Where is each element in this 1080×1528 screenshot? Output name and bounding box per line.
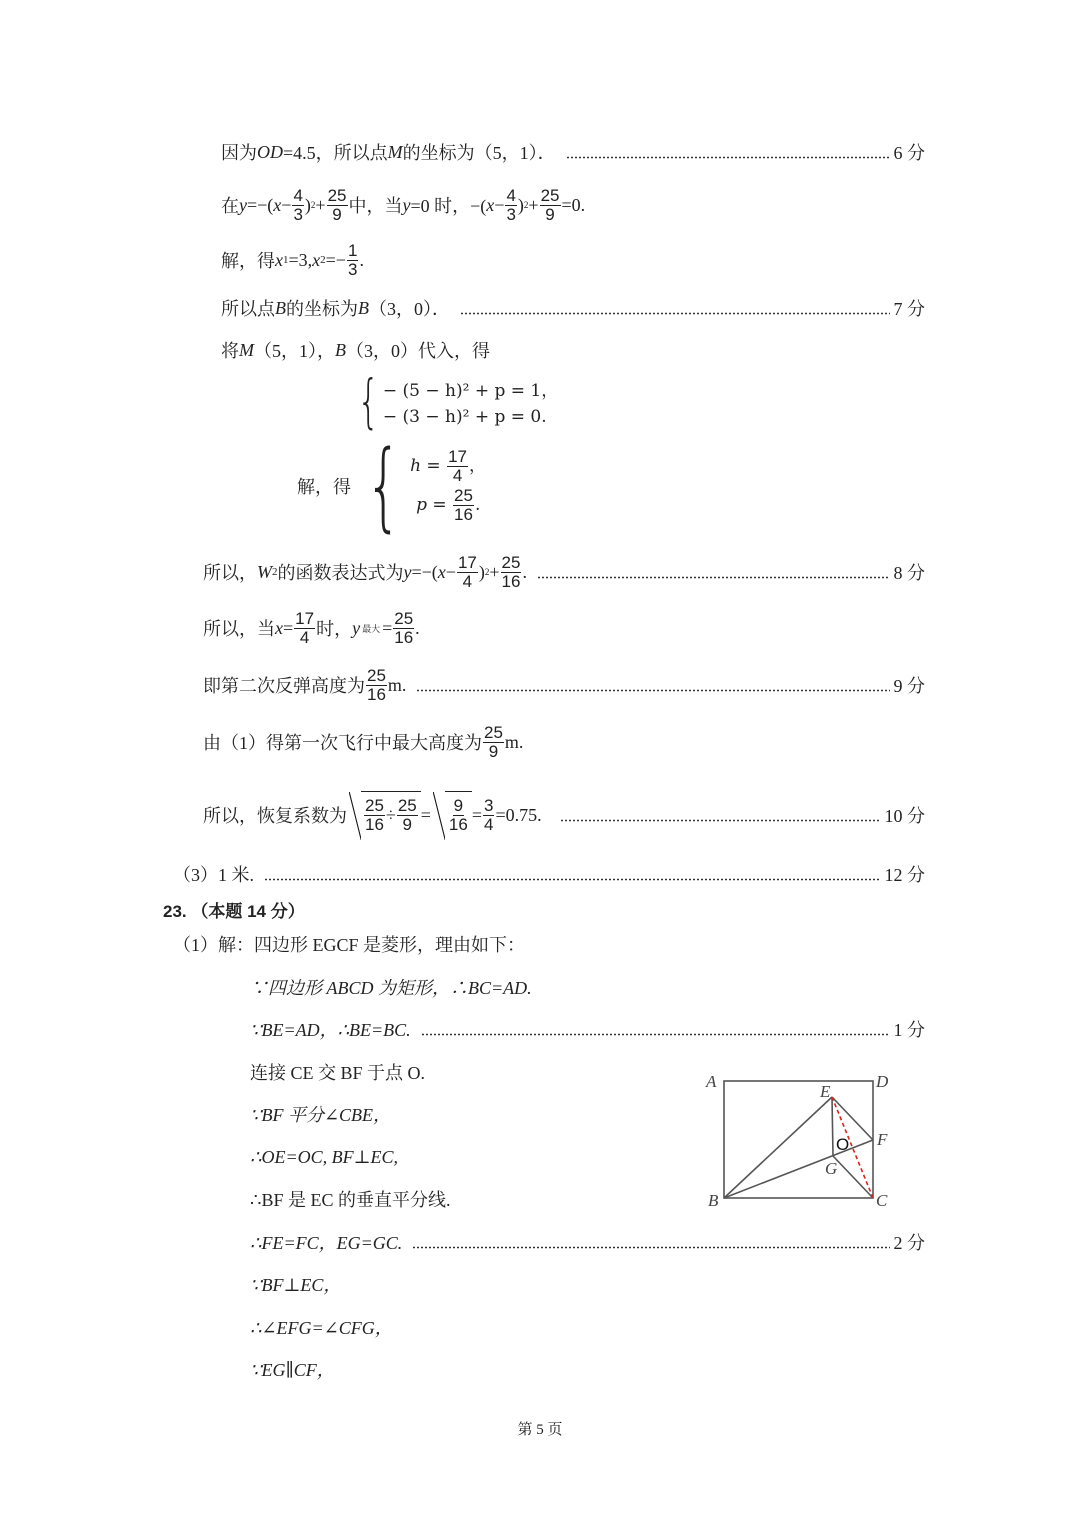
denominator: 4 — [462, 571, 473, 591]
text: ÷ — [385, 805, 396, 825]
numerator: 3 — [483, 795, 494, 815]
exponent: 2 — [310, 200, 316, 210]
text: 即第二次反弹高度为 — [203, 676, 365, 696]
dot-leader — [416, 689, 889, 692]
segment-gc — [833, 1156, 873, 1198]
numerator: 25 — [327, 185, 347, 205]
score: 9 分 — [893, 676, 925, 696]
numerator: 25 — [367, 665, 386, 685]
q23-line: ∴OE=OC, BF⊥EC, — [250, 1146, 399, 1167]
text: =0 时，−( — [410, 196, 487, 216]
denominator: 9 — [332, 204, 342, 224]
denominator: 16 — [454, 504, 473, 524]
q23-line: ∵BF 平分∠CBE， — [250, 1105, 392, 1125]
text: =−( — [411, 561, 438, 582]
text: （3）1 米. — [173, 865, 254, 885]
denominator: 3 — [293, 204, 303, 224]
text: y — [239, 194, 247, 215]
q23-line: 连接 CE 交 BF 于点 O. — [250, 1063, 426, 1083]
q23-line — [250, 1014, 925, 1044]
page-number: 第 5 页 — [517, 1422, 563, 1438]
label-g: G — [825, 1159, 838, 1178]
denominator: 16 — [365, 815, 384, 834]
text: =3, — [288, 249, 313, 270]
score: 6 分 — [893, 143, 925, 163]
equation-system — [350, 367, 559, 435]
line-w2-expression — [203, 552, 925, 592]
text: − — [281, 194, 292, 215]
denominator: 3 — [347, 259, 358, 279]
text: . — [415, 617, 420, 638]
line-max-y — [203, 608, 420, 648]
line-b-coordinate — [221, 293, 925, 323]
dot-leader — [421, 1033, 890, 1036]
denominator: 4 — [299, 627, 310, 647]
text: W — [257, 561, 272, 582]
text: x — [312, 249, 321, 270]
text: 所以点 — [221, 299, 275, 319]
label-b: B — [708, 1191, 719, 1210]
dot-leader — [412, 1246, 889, 1249]
denominator: 4 — [452, 466, 463, 486]
dot-leader — [537, 576, 890, 579]
score: 10 分 — [884, 806, 925, 826]
fraction — [505, 187, 516, 224]
text: 所以，当 — [203, 619, 275, 639]
fraction — [393, 610, 414, 647]
numerator: 25 — [394, 608, 414, 628]
text: ) — [517, 194, 524, 215]
text: . — [359, 249, 364, 270]
dot-leader — [560, 819, 881, 822]
line-restitution — [203, 788, 925, 842]
text: 在 — [221, 196, 239, 216]
score: 8 分 — [893, 563, 925, 583]
segment-be — [724, 1097, 832, 1198]
text: = — [471, 804, 482, 825]
fraction — [366, 667, 387, 704]
text: x — [273, 194, 282, 215]
line-y-zero — [221, 185, 585, 225]
geometry-figure — [700, 1068, 900, 1213]
text: = — [283, 617, 294, 638]
exponent: 2 — [523, 200, 529, 210]
text: x — [437, 561, 446, 582]
text: 解，得 — [221, 251, 275, 271]
fraction — [501, 554, 522, 591]
equation: − (5 − h)² + p = 1， — [382, 380, 559, 401]
label-e: E — [820, 1082, 831, 1101]
text: h = — [410, 456, 447, 477]
fraction — [327, 187, 348, 224]
score: 1 分 — [893, 1020, 925, 1040]
text: =−( — [247, 194, 274, 215]
subscript: 2 — [272, 566, 278, 578]
q23-line: ∵EG∥CF， — [250, 1360, 335, 1380]
line-part3 — [173, 859, 925, 889]
numerator: 25 — [484, 722, 503, 742]
text: ， — [469, 456, 487, 477]
fraction — [483, 724, 504, 761]
text: M — [387, 141, 403, 162]
dot-leader — [264, 878, 881, 881]
fraction — [397, 797, 418, 834]
numerator: 17 — [295, 608, 315, 628]
text: ) — [478, 561, 485, 582]
text: ) — [304, 194, 311, 215]
text: B — [275, 297, 286, 318]
text: − — [494, 194, 505, 215]
text: OD — [257, 141, 283, 162]
fraction — [447, 448, 468, 485]
text: x — [486, 194, 495, 215]
text: （3，0）． — [369, 299, 450, 319]
solution-system — [297, 430, 487, 542]
line-od-m-coordinate — [221, 137, 925, 167]
text: ∴FE=FC，EG=GC. — [250, 1233, 403, 1253]
fraction — [292, 187, 303, 224]
text: x — [275, 617, 283, 638]
dot-leader — [460, 312, 890, 315]
question-heading: 23. （本题 14 分） — [163, 901, 305, 921]
text: =0.75. — [495, 804, 542, 825]
numerator: 25 — [501, 552, 521, 572]
denominator: 16 — [501, 571, 521, 591]
text: p = — [416, 494, 453, 515]
square-root — [445, 791, 472, 840]
segment-bf — [724, 1140, 873, 1198]
fraction — [347, 242, 358, 279]
denominator: 16 — [367, 684, 386, 704]
text: 将 — [221, 341, 239, 361]
text: = — [420, 804, 431, 825]
numerator: 17 — [457, 552, 477, 572]
text: 的坐标为 — [286, 299, 358, 319]
exponent: 2 — [484, 567, 490, 577]
equation: − (3 − h)² + p = 0. — [382, 406, 547, 427]
denominator: 9 — [545, 204, 555, 224]
score: 2 分 — [893, 1233, 925, 1253]
text: m. — [387, 674, 407, 695]
line-second-bounce — [203, 665, 925, 705]
label-f: F — [877, 1130, 888, 1149]
numerator: 25 — [540, 185, 560, 205]
subscript: 最大 — [362, 623, 381, 634]
text: （3，0）代入，得 — [346, 341, 490, 361]
q23-line — [250, 1227, 925, 1257]
text: 时， — [316, 619, 353, 639]
denominator: 4 — [483, 814, 494, 834]
numerator: 9 — [453, 796, 464, 816]
fraction — [364, 797, 385, 834]
label-d: D — [876, 1072, 889, 1091]
denominator: 3 — [506, 204, 516, 224]
denominator: 16 — [448, 815, 468, 834]
numerator: 25 — [454, 486, 473, 505]
numerator: 1 — [347, 240, 358, 260]
score: 7 分 — [893, 299, 925, 319]
text: 解，得 — [297, 477, 351, 497]
fraction — [453, 487, 474, 524]
text: B — [335, 339, 346, 360]
q23-line: ∴BF 是 EC 的垂直平分线. — [250, 1190, 451, 1210]
text: 的函数表达式为 — [277, 563, 404, 583]
text: （5，1）， — [254, 341, 335, 361]
label-o: O — [836, 1135, 850, 1154]
fraction — [448, 797, 469, 834]
square-root — [361, 791, 421, 840]
q23-line: ∵四边形 ABCD 为矩形，∴BC=AD. — [250, 978, 532, 998]
numerator: 4 — [293, 185, 303, 205]
q23-line: ∴∠EFG=∠CFG， — [250, 1318, 393, 1338]
text: M — [239, 339, 254, 360]
text: . — [474, 494, 481, 515]
denominator: 16 — [394, 627, 414, 647]
fraction — [457, 554, 478, 591]
text: m. — [504, 731, 524, 752]
text: =− — [325, 249, 346, 270]
q23-line: （1）解：四边形 EGCF 是菱形，理由如下： — [173, 935, 526, 955]
text: 的坐标为（5，1）． — [402, 143, 556, 163]
text: + — [528, 194, 539, 215]
label-a: A — [706, 1072, 717, 1091]
brace: { — [357, 367, 380, 435]
text: ∵BE=AD，∴BE=BC. — [250, 1020, 411, 1040]
text: y — [402, 194, 411, 215]
line-roots — [221, 240, 364, 280]
subscript: 1 — [283, 254, 289, 266]
segment-eg — [832, 1097, 833, 1156]
h-value — [410, 448, 486, 485]
text: − — [445, 561, 456, 582]
text: + — [489, 561, 500, 582]
text: = — [382, 617, 393, 638]
brace: { — [365, 430, 402, 542]
score: 12 分 — [884, 865, 925, 885]
numerator: 4 — [506, 185, 516, 205]
denominator: 9 — [402, 815, 412, 834]
text: 中，当 — [348, 196, 403, 216]
text: y — [352, 617, 361, 638]
rectangle-abcd — [724, 1081, 873, 1198]
text: 因为 — [221, 143, 257, 163]
text: . — [522, 561, 527, 582]
denominator: 9 — [488, 741, 499, 761]
text: 所以，恢复系数为 — [203, 806, 347, 826]
q23-line: ∵BF⊥EC， — [250, 1275, 342, 1295]
text: + — [315, 194, 326, 215]
line-first-max-height — [203, 722, 523, 762]
fraction — [540, 187, 561, 224]
fraction — [294, 610, 315, 647]
fraction — [483, 797, 494, 834]
text: =4.5，所以点 — [283, 143, 388, 163]
numerator: 25 — [397, 796, 417, 816]
numerator: 17 — [448, 447, 468, 467]
segment-ef — [832, 1097, 873, 1140]
p-value — [416, 487, 486, 524]
numerator: 25 — [365, 796, 384, 816]
text: x — [275, 249, 283, 270]
text: =0. — [561, 194, 586, 215]
text: y — [403, 561, 412, 582]
text: 所以， — [203, 563, 257, 583]
subscript: 2 — [320, 254, 326, 266]
text: B — [358, 297, 369, 318]
label-c: C — [876, 1191, 888, 1210]
line-substitute — [221, 335, 490, 365]
dot-leader — [566, 156, 890, 159]
text: 由（1）得第一次飞行中最大高度为 — [203, 733, 482, 753]
